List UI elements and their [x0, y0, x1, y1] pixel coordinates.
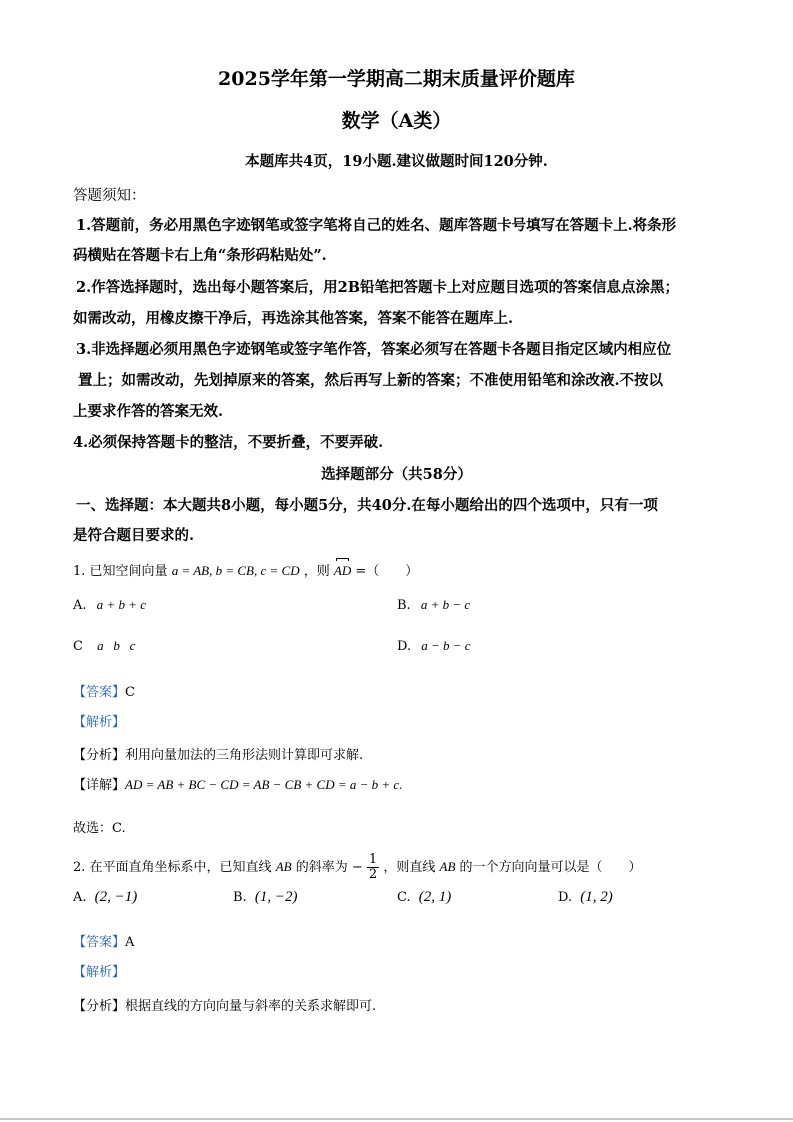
- instructions-heading: 答题须知：: [73, 188, 146, 204]
- q2-answer: [73, 931, 134, 950]
- instruction-2a: 2.作答选择题时，选出每小题答案后，用2B铅笔把答题卡上对应题目选项的答案信息点涂黑；: [76, 279, 679, 296]
- q2-option-c: [397, 889, 451, 906]
- q2-option-c-value: (2, 1): [418, 889, 452, 905]
- q1-detail-tag: 【详解】: [73, 778, 126, 793]
- q2-line-name: AB: [275, 859, 292, 874]
- q1-option-d-label: D.: [397, 639, 412, 654]
- q1-analysis: [73, 744, 363, 763]
- instruction-4: 4.必须保持答题卡的整洁，不要折叠，不要弄破.: [73, 434, 384, 451]
- q2-option-a: [73, 889, 137, 906]
- q2-slope-denominator: 2: [368, 867, 378, 882]
- q2-analysis: [73, 995, 376, 1014]
- q1-option-c: [73, 638, 135, 654]
- q1-detail-text: AD = AB + BC − CD = AB − CB + CD = a − b + c.: [125, 777, 403, 792]
- q1-jiexi: [73, 711, 125, 730]
- exam-info: 本题库共4页，19小题.建议做题时间120分钟.: [245, 153, 548, 170]
- exam-subtitle: 数学（A类）: [341, 110, 452, 132]
- q2-option-d-value: (1, 2): [580, 889, 613, 905]
- q2-stem: [73, 853, 642, 882]
- q2-line-name-2: AB: [439, 859, 456, 874]
- section-desc-a: 一、选择题：本大题共8小题，每小题5分，共40分.在每小题给出的四个选项中，只有一项: [76, 497, 658, 514]
- q2-stem-post: 的一个方向向量可以是（ ）: [459, 860, 642, 875]
- q1-option-b-label: B.: [397, 598, 411, 613]
- q1-option-a: [73, 597, 146, 613]
- q2-option-b-value: (1, −2): [254, 889, 298, 905]
- q1-analysis-text: 利用向量加法的三角形法则计算即可求解.: [125, 748, 364, 763]
- q2-slope-fraction: [367, 853, 379, 882]
- q2-slope-numerator: 1: [368, 852, 378, 867]
- q2-stem-pre: 2. 在平面直角坐标系中，已知直线: [73, 860, 272, 875]
- section-title: 选择题部分（共58分）: [321, 466, 472, 483]
- q2-option-a-value: (2, −1): [94, 889, 138, 905]
- instruction-3a: 3.非选择题必须用黑色字迹钢笔或签字笔作答，答案必须写在答题卡各题目指定区域内相应位: [76, 341, 672, 358]
- q1-option-d: [397, 638, 471, 654]
- q1-stem-pre: 1. 已知空间向量: [73, 564, 168, 579]
- q2-answer-tag: 【答案】: [73, 935, 126, 950]
- q2-option-d-label: D.: [558, 890, 573, 905]
- q1-analysis-tag: 【分析】: [73, 748, 126, 763]
- q2-option-c-label: C.: [397, 890, 411, 905]
- instruction-3b: 置上；如需改动，先划掉原来的答案，然后再写上新的答案；不准使用铅笔和涂改液.不按以: [78, 372, 664, 389]
- q1-option-a-label: A.: [73, 598, 87, 613]
- q1-answer-value: C: [125, 685, 135, 700]
- q1-stem-post: =（ ）: [355, 564, 419, 579]
- q1-stem-target: AD: [333, 563, 352, 578]
- q2-analysis-text: 根据直线的方向向量与斜率的关系求解即可.: [125, 999, 377, 1014]
- q1-option-b-value: a + b − c: [420, 597, 471, 612]
- q1-stem-mid: ，则: [303, 564, 330, 579]
- q2-answer-value: A: [125, 935, 135, 950]
- q1-jiexi-tag: 【解析】: [73, 715, 126, 730]
- q1-stem: [73, 560, 418, 579]
- q2-stem-mid2: ，则直线: [383, 860, 436, 875]
- section-desc-b: 是符合题目要求的.: [73, 527, 195, 544]
- instruction-2b: 如需改动，用橡皮擦干净后，再选涂其他答案，答案不能答在题库上.: [73, 310, 514, 327]
- q1-stem-condition: a = AB, b = CB, c = CD: [171, 563, 300, 578]
- q1-option-b: [397, 597, 470, 613]
- q2-option-d: [558, 889, 613, 906]
- q1-option-a-value: a + b + c: [96, 597, 146, 612]
- q2-analysis-tag: 【分析】: [73, 999, 126, 1014]
- q1-answer: [73, 681, 135, 700]
- instruction-3c: 上要求作答的答案无效.: [73, 403, 224, 420]
- q2-jiexi-tag: 【解析】: [73, 965, 126, 980]
- page-bottom-divider: [0, 1118, 793, 1120]
- instruction-1a: 1.答题前，务必用黑色字迹钢笔或签字笔将自己的姓名、题库答题卡号填写在答题卡上.将条形: [76, 217, 677, 234]
- q2-slope-sign: −: [351, 860, 363, 875]
- q1-option-c-label: C: [73, 639, 83, 654]
- q1-answer-tag: 【答案】: [73, 685, 126, 700]
- q2-jiexi: [73, 961, 125, 980]
- q1-conclusion: 故选：C.: [73, 821, 126, 836]
- q1-detail: [73, 774, 402, 793]
- q1-option-d-value: a − b − c: [421, 638, 471, 653]
- instruction-1b: 码横贴在答题卡右上角“条形码粘贴处”.: [73, 247, 327, 264]
- q2-option-b-label: B.: [233, 890, 247, 905]
- q2-option-a-label: A.: [73, 890, 87, 905]
- q1-option-c-value: a b c: [97, 638, 136, 653]
- q2-stem-mid: 的斜率为: [295, 860, 348, 875]
- exam-title: 2025学年第一学期高二期末质量评价题库: [218, 68, 575, 90]
- q2-option-b: [233, 889, 297, 906]
